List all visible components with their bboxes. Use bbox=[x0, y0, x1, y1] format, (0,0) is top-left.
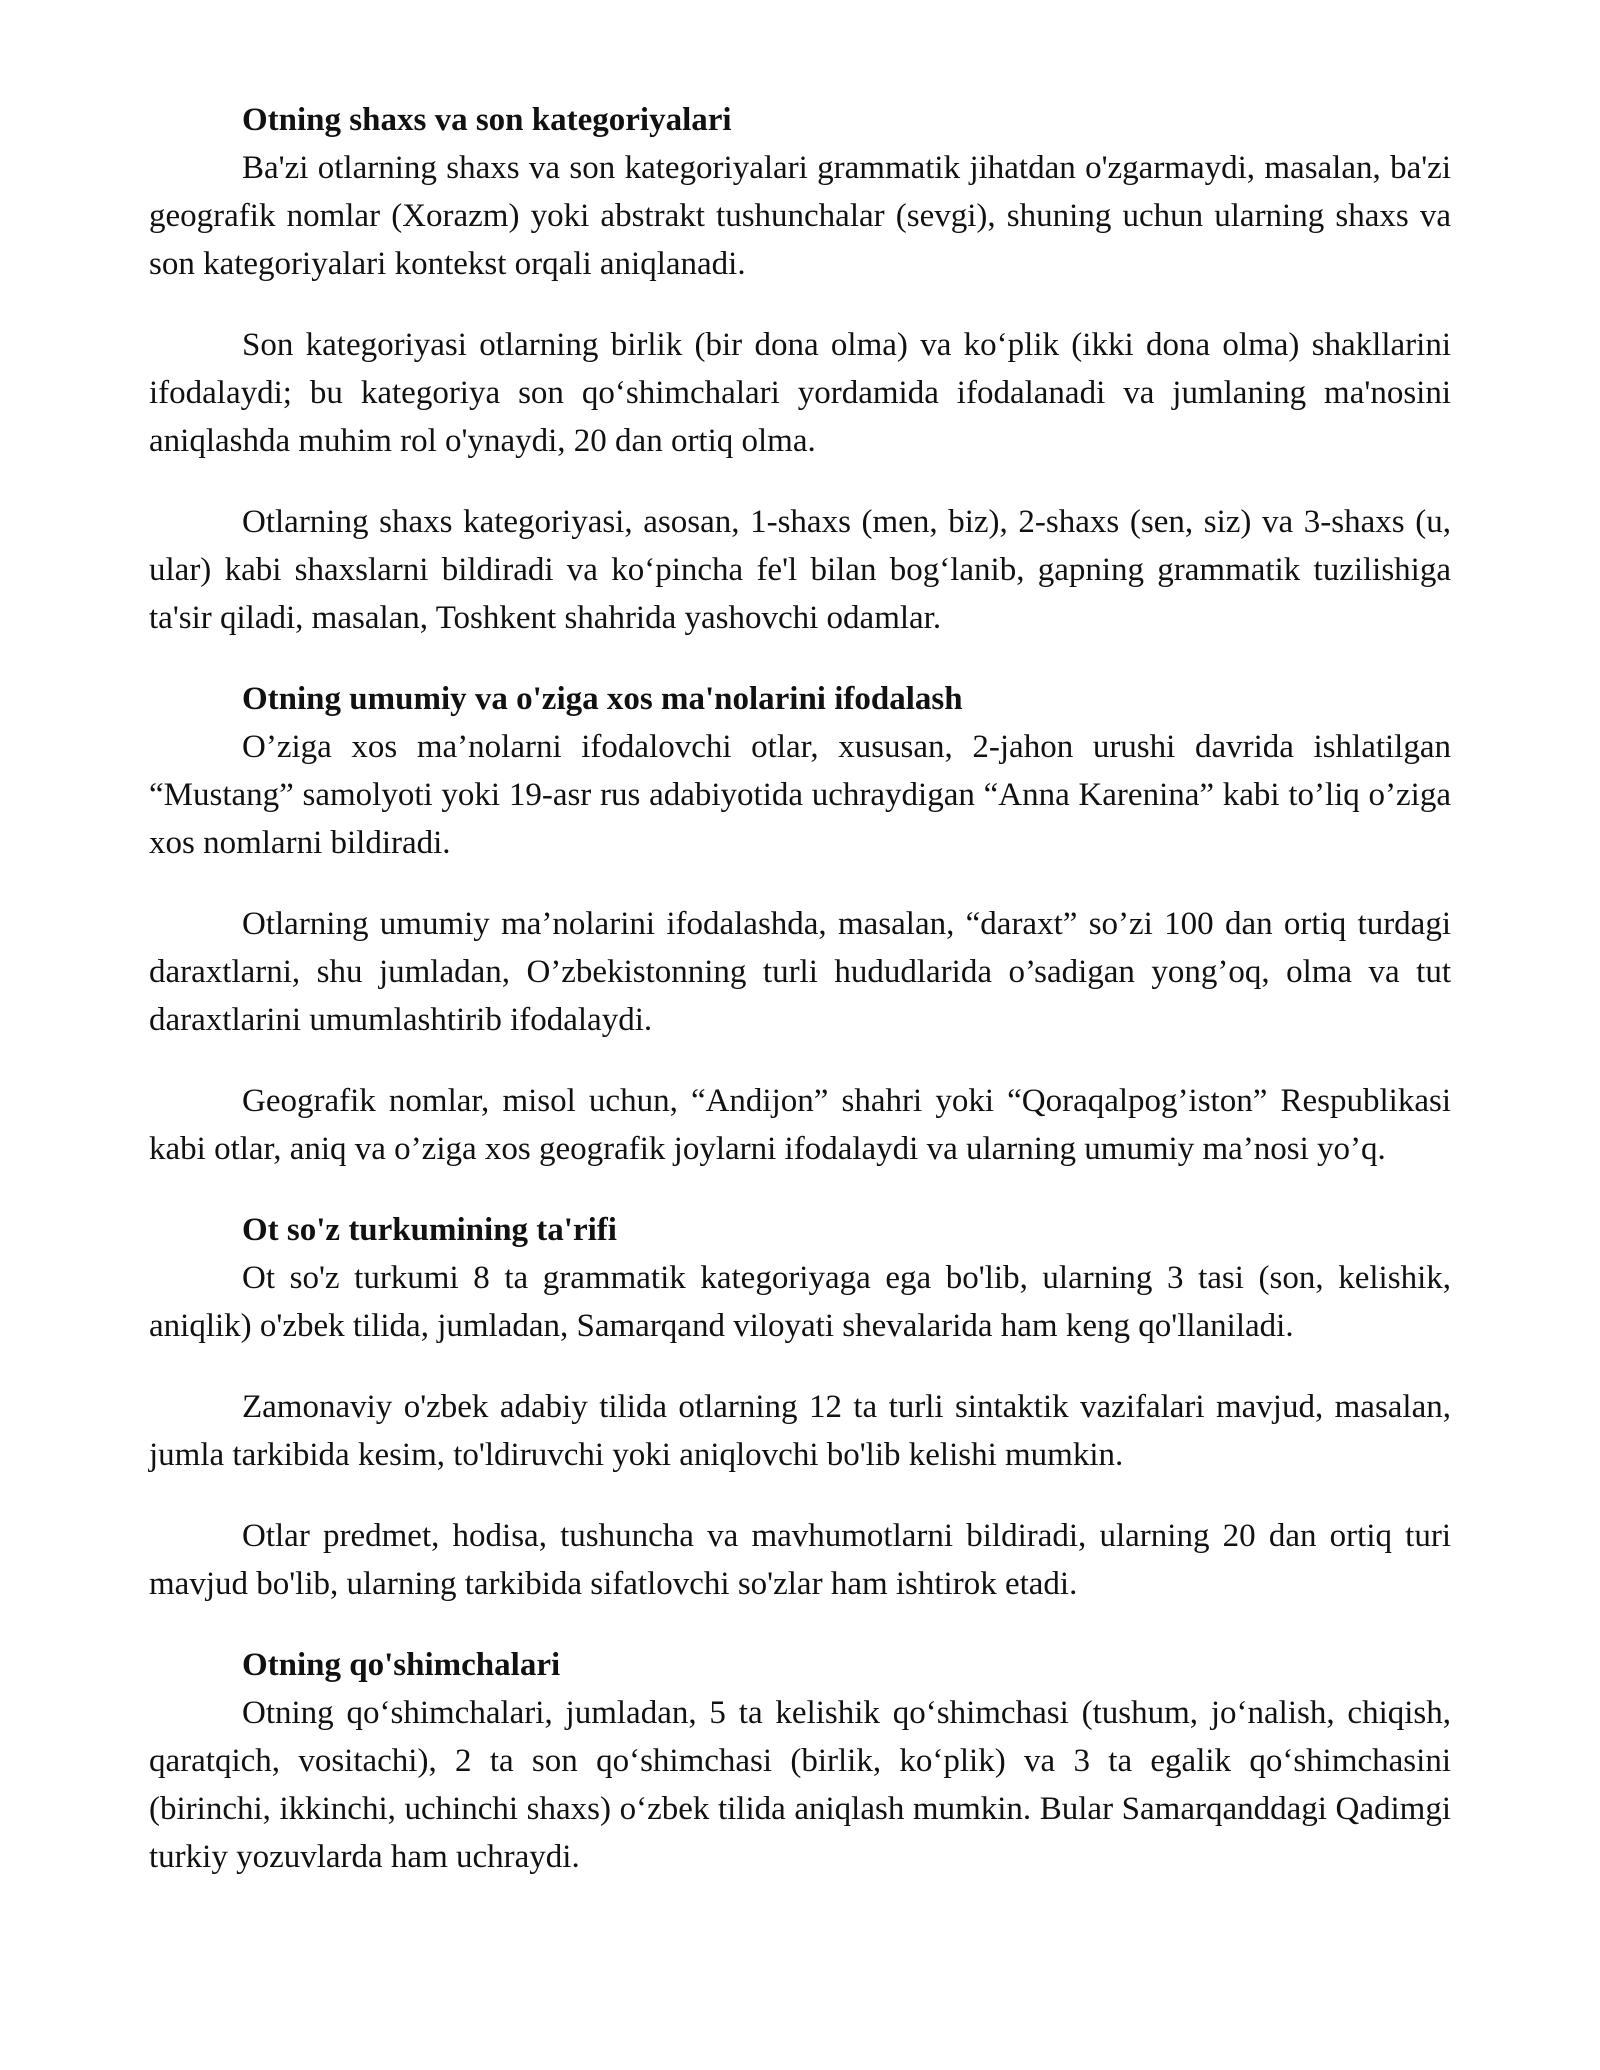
paragraph: Ot so'z turkumi 8 ta grammatik kategoriyaga ega bo'lib, ularning 3 tasi (son, kelishik, aniqlik) o'zbek tilida, jumladan, Samarqand viloyati shevalarida ham keng qo'llaniladi. bbox=[149, 1260, 1451, 1344]
section-heading: Otning shaxs va son kategoriyalari bbox=[242, 102, 732, 138]
section-heading: Otning umumiy va o'ziga xos ma'nolarini ifodalash bbox=[242, 681, 963, 717]
paragraph: Otlar predmet, hodisa, tushuncha va mavhumotlarni bildiradi, ularning 20 dan ortiq turi mavjud bo'lib, ularning tarkibida sifatlovchi so'zlar ham ishtirok etadi. bbox=[149, 1518, 1451, 1602]
paragraph: Otlarning umumiy ma’nolarini ifodalashda, masalan, “daraxt” so’zi 100 dan ortiq turdagi daraxtlarni, shu jumladan, O’zbekistonning turli hududlarida o’sadigan yong’oq, olma va tut daraxtlarini umumlashtirib ifodalaydi. bbox=[149, 906, 1451, 1038]
section-shaxs-son bbox=[149, 96, 1451, 642]
section-heading: Ot so'z turkumining ta'rifi bbox=[242, 1212, 617, 1248]
section-tarif bbox=[149, 1206, 1451, 1608]
paragraph: Son kategoriyasi otlarning birlik (bir dona olma) va ko‘plik (ikki dona olma) shakllarini ifodalaydi; bu kategoriya son qo‘shimchalari yordamida ifodalanadi va jumlaning ma'nosini aniqlashda muhim rol o'ynaydi, 20 dan ortiq olma. bbox=[149, 327, 1451, 459]
section-qoshimchalar bbox=[149, 1641, 1451, 1881]
section-heading: Otning qo'shimchalari bbox=[242, 1647, 561, 1683]
paragraph: Ba'zi otlarning shaxs va son kategoriyalari grammatik jihatdan o'zgarmaydi, masalan, ba'zi geografik nomlar (Xorazm) yoki abstrakt tushunchalar (sevgi), shuning uchun ularning shaxs va son kategoriyalari kontekst orqali aniqlanadi. bbox=[149, 150, 1451, 282]
section-umumiy-oziga-xos bbox=[149, 675, 1451, 1173]
paragraph: Otlarning shaxs kategoriyasi, asosan, 1-shaxs (men, biz), 2-shaxs (sen, siz) va 3-shaxs (u, ular) kabi shaxslarni bildiradi va ko‘pincha fe'l bilan bog‘lanib, gapning grammatik tuzilishiga ta'sir qiladi, masalan, Toshkent shahrida yashovchi odamlar. bbox=[149, 504, 1451, 636]
document-page bbox=[149, 96, 1451, 1881]
paragraph: Otning qo‘shimchalari, jumladan, 5 ta kelishik qo‘shimchasi (tushum, jo‘nalish, chiqish, qaratqich, vositachi), 2 ta son qo‘shimchasi (birlik, ko‘plik) va 3 ta egalik qo‘shimchasini (birinchi, ikkinchi, uchinchi shaxs) o‘zbek tilida aniqlash mumkin. Bular Samarqanddagi Qadimgi turkiy yozuvlarda ham uchraydi. bbox=[149, 1695, 1451, 1875]
paragraph: O’ziga xos ma’nolarni ifodalovchi otlar, xususan, 2-jahon urushi davrida ishlatilgan “Mustang” samolyoti yoki 19-asr rus adabiyotida uchraydigan “Anna Karenina” kabi to’liq o’ziga xos nomlarni bildiradi. bbox=[149, 729, 1451, 861]
paragraph: Geografik nomlar, misol uchun, “Andijon” shahri yoki “Qoraqalpog’iston” Respublikasi kabi otlar, aniq va o’ziga xos geografik joylarni ifodalaydi va ularning umumiy ma’nosi yo’q. bbox=[149, 1083, 1451, 1167]
paragraph: Zamonaviy o'zbek adabiy tilida otlarning 12 ta turli sintaktik vazifalari mavjud, masalan, jumla tarkibida kesim, to'ldiruvchi yoki aniqlovchi bo'lib kelishi mumkin. bbox=[149, 1389, 1451, 1473]
